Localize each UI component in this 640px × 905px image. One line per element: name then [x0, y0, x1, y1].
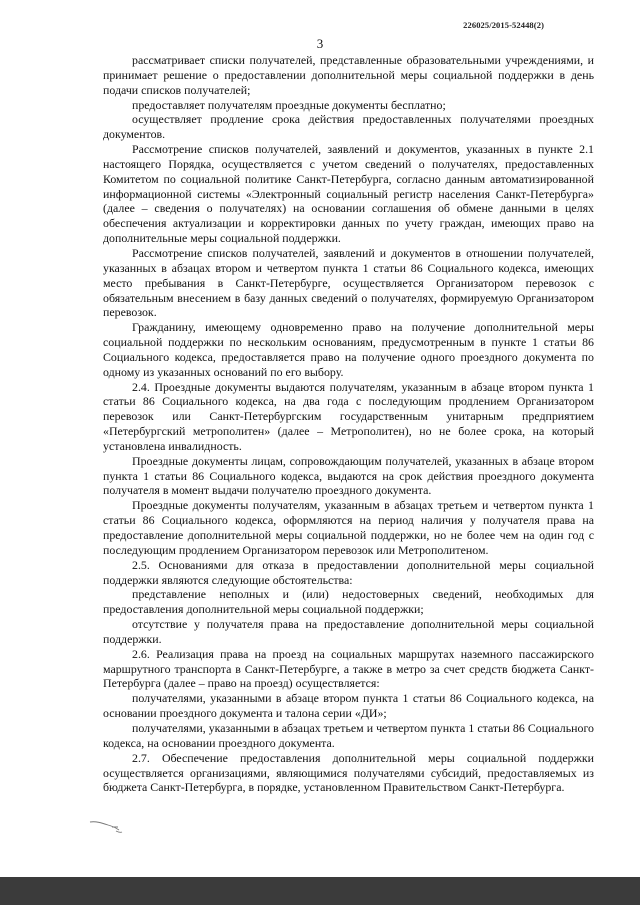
paragraph: получателями, указанными в абзацах третьем и четвертом пункта 1 статьи 86 Социального кодекса, на основании проездного документа.	[103, 720, 594, 750]
paragraph: предоставляет получателям проездные документы бесплатно;	[132, 97, 446, 112]
paragraph: Рассмотрение списков получателей, заявлений и документов в отношении получателей, указанных в абзацах втором и четвертом пункта 1 статьи 86 Социального кодекса, имеющих место пребывания в Санкт-Петербурге, осуществляется Организатором перевозок с обязательным внесением в базу данных сведений о получателях, формируемую Организатором перевозок.	[103, 245, 594, 320]
paragraph: 2.6. Реализация права на проезд на социальных маршрутах наземного пассажирского маршрутного транспорта в Санкт-Петербурге, а также в метро за счет средств бюджета Санкт-Петербурга (далее – право на проезд) осуществляется:	[103, 646, 594, 691]
pen-mark-scribble	[88, 818, 128, 836]
scan-bottom-edge	[0, 877, 640, 905]
paragraph: Проездные документы получателям, указанным в абзацах третьем и четвертом пункта 1 статьи 86 Социального кодекса, оформляются на период наличия у получателя права на предоставление дополнительной меры социальной поддержки, но не более чем на один год с последующим продлением Организатором перевозок или Метрополитеном.	[103, 498, 594, 557]
paragraph: осуществляет продление срока действия предоставленных получателями проездных документов.	[103, 112, 594, 142]
paragraph: Гражданину, имеющему одновременно право на получение дополнительной меры социальной поддержки по нескольким основаниям, предусмотренным в пункте 1 статьи 86 Социального кодекса, предоставляется право на получение одного проездного документа по одному из указанных оснований по его выбору.	[103, 320, 594, 379]
document-body	[103, 53, 594, 795]
paragraph: 2.7. Обеспечение предоставления дополнительной меры социальной поддержки осуществляется организациями, являющимися получателями субсидий, предоставляемых из бюджета Санкт-Петербурга, в порядке, установленном Правительством Санкт-Петербурга.	[103, 750, 594, 795]
paragraph: рассматривает списки получателей, представленные образовательными учреждениями, и принимает решение о предоставлении дополнительной меры социальной поддержки в день подачи списков получателей;	[103, 53, 594, 97]
paragraph: 2.4. Проездные документы выдаются получателям, указанным в абзаце втором пункта 1 статьи 86 Социального кодекса, на два года с последующим продлением Организатором перевозок или Санкт-Петербургским государственным унитарным предприятием «Петербургский метрополитен» (далее – Метрополитен), но не более срока, на который установлена инвалидность.	[103, 379, 594, 453]
page-number: 3	[316, 36, 324, 51]
paragraph: Проездные документы лицам, сопровождающим получателей, указанных в абзаце втором пункта 1 статьи 86 Социального кодекса, выдаются на срок действия проездного документа получателя в момент выдачи получателю проездного документа.	[103, 453, 594, 498]
paragraph: представление неполных и (или) недостоверных сведений, необходимых для предоставления дополнительной меры социальной поддержки;	[103, 587, 594, 617]
document-code: 226025/2015-52448(2)	[463, 20, 544, 30]
paragraph: отсутствие у получателя права на предоставление дополнительной меры социальной поддержки.	[103, 617, 594, 646]
paragraph: получателями, указанными в абзаце втором пункта 1 статьи 86 Социального кодекса, на основании проездного документа и талона серии «ДИ»;	[103, 691, 594, 721]
paragraph: 2.5. Основаниями для отказа в предоставлении дополнительной меры социальной поддержки являются следующие обстоятельства:	[103, 557, 594, 587]
paragraph: Рассмотрение списков получателей, заявлений и документов, указанных в пункте 2.1 настоящего Порядка, осуществляется с учетом сведений о получателях, предоставленных Комитетом по социальной политике Санкт-Петербурга, согласно данным автоматизированной информационной системы «Электронный социальный регистр населения Санкт-Петербурга» (далее – сведения о получателях) на основании соглашения об обмене данными в целях обеспечения актуализации и корректировки данных по учету граждан, имеющих право на дополнительные меры социальной поддержки.	[103, 142, 594, 246]
